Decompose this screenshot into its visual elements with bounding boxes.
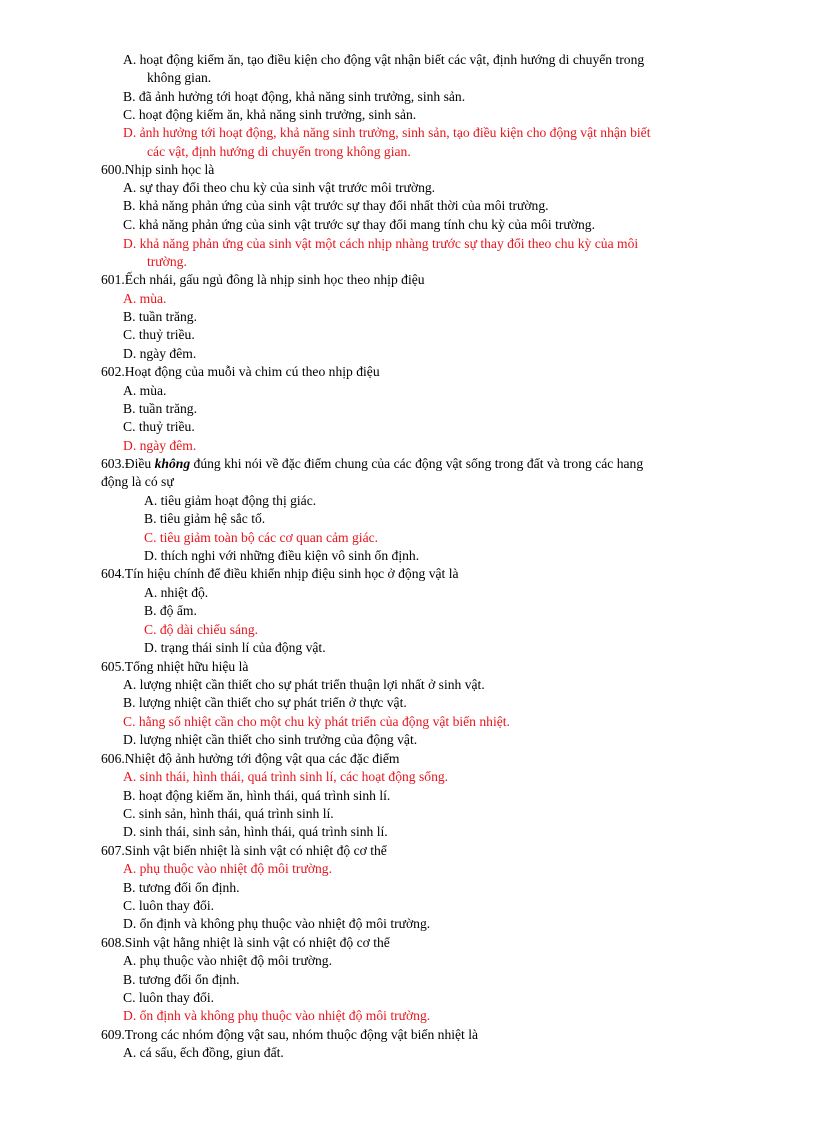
- q605-option-d: D. lượng nhiệt cần thiết cho sinh trưởng của động vật.: [123, 732, 418, 747]
- q604-option-a: A. nhiệt độ.: [144, 585, 209, 600]
- q603-stem: [101, 455, 643, 473]
- q604-stem: 604.Tín hiệu chính để điều khiển nhịp điệu sinh học ở động vật là: [101, 566, 459, 581]
- q601-option-b: B. tuần trăng.: [123, 309, 197, 324]
- q606-option-b: B. hoạt động kiếm ăn, hình thái, quá trình sinh lí.: [123, 788, 391, 803]
- q600-option-d-answer-cont: trường.: [147, 254, 187, 269]
- q602-option-b: B. tuần trăng.: [123, 401, 197, 416]
- q599-option-c: C. hoạt động kiếm ăn, khả năng sinh trưởng, sinh sản.: [123, 107, 417, 122]
- q600-option-c: C. khả năng phản ứng của sinh vật trước sự thay đổi mang tính chu kỳ của môi trường.: [123, 217, 595, 232]
- q608-option-c: C. luôn thay đổi.: [123, 990, 215, 1005]
- q600-option-b: B. khả năng phản ứng của sinh vật trước sự thay đổi nhất thời của môi trường.: [123, 198, 549, 213]
- q599-option-a-cont: không gian.: [147, 70, 212, 85]
- q602-option-d-answer: D. ngày đêm.: [123, 438, 197, 453]
- q600-option-d-answer: D. khả năng phản ứng của sinh vật một cách nhịp nhàng trước sự thay đổi theo chu kỳ của môi: [123, 236, 639, 251]
- q605-option-c-answer: C. hằng số nhiệt cần cho một chu kỳ phát triển của động vật biến nhiệt.: [123, 714, 510, 729]
- q603-stem-emphasis: không: [154, 456, 191, 471]
- q601-option-d: D. ngày đêm.: [123, 346, 197, 361]
- q600-option-a: A. sự thay đổi theo chu kỳ của sinh vật trước môi trường.: [123, 180, 436, 195]
- q602-option-c: C. thuỷ triều.: [123, 419, 195, 434]
- q605-option-a: A. lượng nhiệt cần thiết cho sự phát triển thuận lợi nhất ở sinh vật.: [123, 677, 485, 692]
- q608-option-d-answer: D. ổn định và không phụ thuộc vào nhiệt độ môi trường.: [123, 1008, 431, 1023]
- q607-option-b: B. tương đối ổn định.: [123, 880, 240, 895]
- q605-option-b: B. lượng nhiệt cần thiết cho sự phát triển ở thực vật.: [123, 695, 407, 710]
- q604-option-d: D. trạng thái sinh lí của động vật.: [144, 640, 326, 655]
- q603-option-d: D. thích nghi với những điều kiện vô sinh ổn định.: [144, 548, 420, 563]
- q604-option-c-answer: C. độ dài chiếu sáng.: [144, 622, 259, 637]
- q602-stem: 602.Hoạt động của muỗi và chim cú theo nhịp điệu: [101, 364, 380, 379]
- q608-stem: 608.Sinh vật hằng nhiệt là sinh vật có nhiệt độ cơ thể: [101, 935, 390, 950]
- q607-stem: 607.Sinh vật biến nhiệt là sinh vật có nhiệt độ cơ thể: [101, 843, 387, 858]
- q605-stem: 605.Tổng nhiệt hữu hiệu là: [101, 659, 249, 674]
- q601-stem: 601.Ếch nhái, gấu ngủ đông là nhịp sinh học theo nhịp điệu: [101, 272, 425, 287]
- q606-stem: 606.Nhiệt độ ảnh hưởng tới động vật qua các đặc điểm: [101, 751, 400, 766]
- q600-stem: 600.Nhịp sinh học là: [101, 162, 215, 177]
- q599-option-b: B. đã ảnh hưởng tới hoạt động, khả năng sinh trưởng, sinh sản.: [123, 89, 466, 104]
- q599-option-a: A. hoạt động kiếm ăn, tạo điều kiện cho động vật nhận biết các vật, định hướng di chuyển trong: [123, 52, 645, 67]
- q599-option-d-answer: D. ảnh hưởng tới hoạt động, khả năng sinh trưởng, sinh sản, tạo điều kiện cho động vật nhận biết: [123, 125, 651, 140]
- q601-option-c: C. thuỷ triều.: [123, 327, 195, 342]
- q609-option-a: A. cá sấu, ếch đồng, giun đất.: [123, 1045, 284, 1060]
- q608-option-b: B. tương đối ổn định.: [123, 972, 240, 987]
- q606-option-a-answer: A. sinh thái, hình thái, quá trình sinh lí, các hoạt động sống.: [123, 769, 449, 784]
- q603-option-b: B. tiêu giảm hệ sắc tố.: [144, 511, 266, 526]
- q604-option-b: B. độ ẩm.: [144, 603, 197, 618]
- q601-option-a-answer: A. mùa.: [123, 291, 167, 306]
- q606-option-c: C. sinh sản, hình thái, quá trình sinh lí.: [123, 806, 334, 821]
- q603-stem-cont: động là có sự: [101, 474, 174, 489]
- q602-option-a: A. mùa.: [123, 383, 167, 398]
- q603-stem-pre: 603.Điều: [101, 456, 155, 471]
- q609-stem: 609.Trong các nhóm động vật sau, nhóm thuộc động vật biến nhiệt là: [101, 1027, 479, 1042]
- q603-option-a: A. tiêu giảm hoạt động thị giác.: [144, 493, 317, 508]
- q603-option-c-answer: C. tiêu giảm toàn bộ các cơ quan cảm giác.: [144, 530, 379, 545]
- q607-option-d: D. ổn định và không phụ thuộc vào nhiệt độ môi trường.: [123, 916, 431, 931]
- q608-option-a: A. phụ thuộc vào nhiệt độ môi trường.: [123, 953, 332, 968]
- q606-option-d: D. sinh thái, sinh sản, hình thái, quá trình sinh lí.: [123, 824, 388, 839]
- q607-option-c: C. luôn thay đổi.: [123, 898, 215, 913]
- q599-option-d-answer-cont: các vật, định hướng di chuyển trong không gian.: [147, 144, 411, 159]
- q603-stem-post: đúng khi nói về đặc điểm chung của các động vật sống trong đất và trong các hang: [190, 456, 644, 471]
- q607-option-a-answer: A. phụ thuộc vào nhiệt độ môi trường.: [123, 861, 332, 876]
